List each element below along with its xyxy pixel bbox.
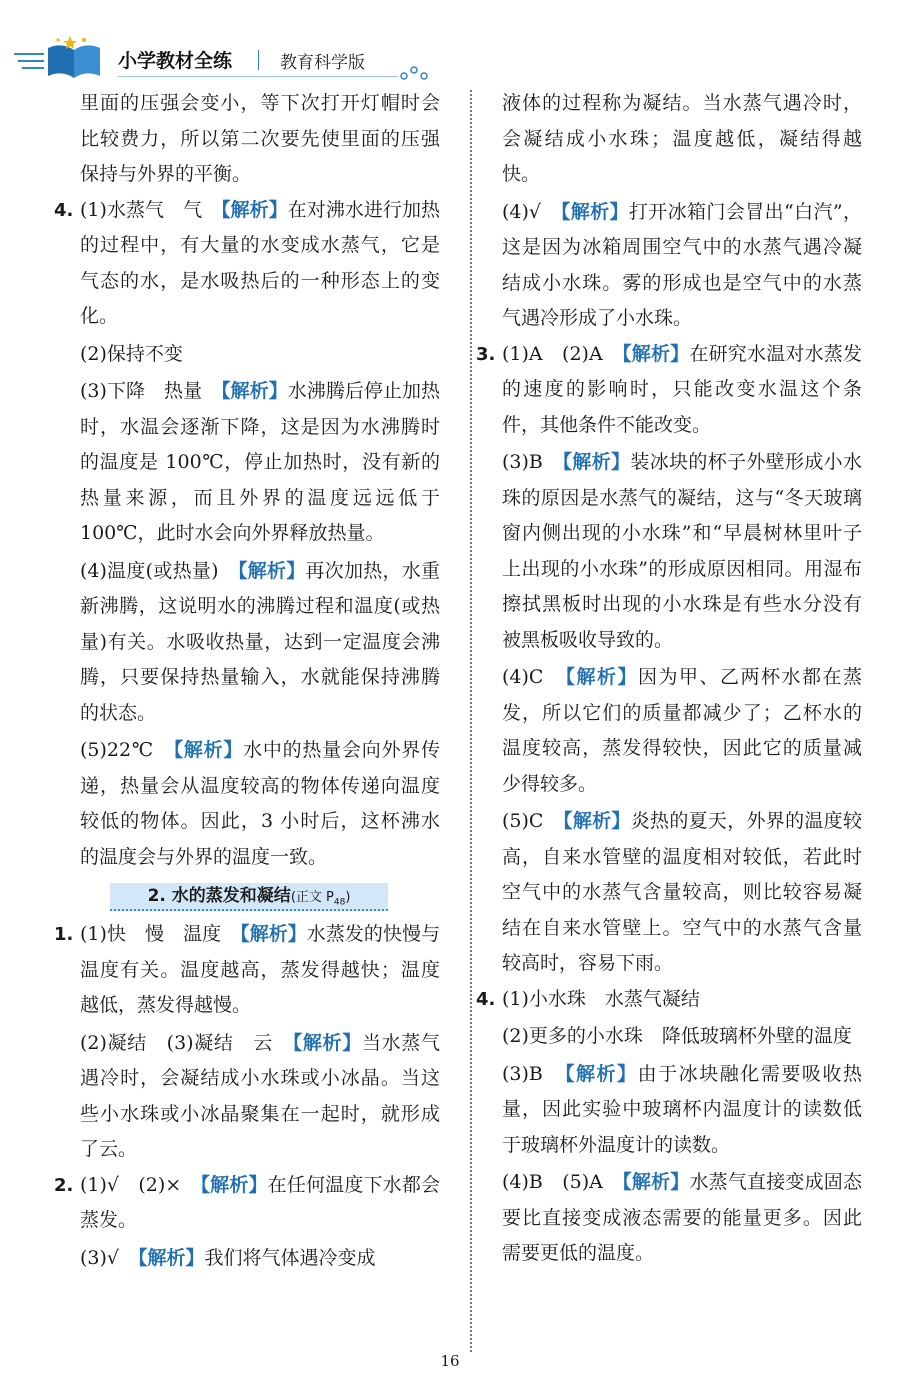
question-4 — [54, 193, 440, 876]
header-underline — [118, 76, 398, 77]
answer-line: (1)A (2)A 【解析】在研究水温对水蒸发的速度的影响时，只能改变水温这个条件，其他条件不能改变。 — [502, 342, 862, 436]
analysis-tag: 【解析】 — [564, 1062, 638, 1085]
answer-line: (2)更多的小水珠 降低玻璃杯外壁的温度 — [502, 1025, 852, 1047]
question-1 — [54, 917, 440, 1168]
analysis-tag: 【解析】 — [221, 198, 288, 221]
book-logo-icon — [14, 34, 106, 82]
analysis-tag: 【解析】 — [622, 1171, 690, 1193]
answer-line: (4)温度(或热量) 【解析】再次加热，水重新沸腾，这说明水的沸腾过程和温度(或热量)有关。水吸收热量，达到一定温度会沸腾，只要保持热量输入，水就能保持沸腾的状态。 — [80, 559, 440, 724]
edition-label: 教育科学版 — [280, 53, 365, 73]
answer-line: (5)22℃ 【解析】水中的热量会向外界传递，热量会从温度较高的物体传递向温度较低的物体。因此，3 小时后，这杯沸水的温度会与外界的温度一致。 — [80, 739, 440, 868]
section-ref: (正文 $P_{48}$) — [290, 890, 351, 908]
analysis-tag: 【解析】 — [563, 810, 631, 832]
answer-line: (3)√ 【解析】我们将气体遇冷变成 — [80, 1246, 376, 1269]
answer-line: (2)保持不变 — [80, 342, 183, 365]
answer-line: (1)快 慢 温度 【解析】水蒸发的快慢与温度有关。温度越高，蒸发得越快；温度越低，蒸发得越慢。 — [80, 923, 440, 1016]
analysis-tag: 【解析】 — [240, 923, 307, 945]
answer-line: (4)C 【解析】因为甲、乙两杯水都在蒸发，所以它们的质量都减少了；乙杯水的温度较高，蒸发得较快，因此它的质量减少得较多。 — [502, 666, 862, 795]
question-number: 1. — [54, 924, 74, 945]
left-column — [54, 86, 440, 1276]
answer-line: (1)√ (2)× 【解析】在任何温度下水都会蒸发。 — [80, 1173, 440, 1231]
analysis-tag: 【解析】 — [292, 1031, 362, 1054]
answer-line: (5)C 【解析】炎热的夏天，外界的温度较高，自来水管壁的温度相对较低，若此时空气中的水蒸气含量较高，则比较容易凝结在自来水管壁上。空气中的水蒸气含量较高时，容易下雨。 — [502, 810, 862, 974]
header-separator — [258, 50, 259, 70]
question-number: 4. — [476, 988, 496, 1010]
analysis-tag: 【解析】 — [237, 559, 306, 582]
analysis-tag: 【解析】 — [565, 666, 638, 688]
analysis-tag: 【解析】 — [221, 380, 288, 402]
continued-text: 液体的过程称为凝结。当水蒸气遇冷时，会凝结成小水珠；温度越低，凝结得越快。 — [502, 92, 862, 185]
answer-line: (4)√ 【解析】打开冰箱门会冒出“白汽”，这是因为冰箱周围空气中的水蒸气遇冷凝结成小水珠。雾的形成也是空气中的水蒸气遇冷形成了小水珠。 — [502, 200, 862, 329]
question-number: 2. — [54, 1174, 74, 1196]
analysis-tag: 【解析】 — [622, 342, 690, 365]
analysis-tag: 【解析】 — [562, 451, 631, 473]
answer-line: (1)小水珠 水蒸气凝结 — [502, 987, 700, 1010]
answer-line: (3)下降 热量 【解析】水沸腾后停止加热时，水温会逐渐下降，这是因为水沸腾时的温度是 100℃，停止加热时，没有新的热量来源，而且外界的温度远远低于 100℃，此时水会向外界释放热量。 — [80, 380, 440, 544]
answer-line: (3)B 【解析】由于冰块融化需要吸收热量，因此实验中玻璃杯内温度计的读数低于玻璃杯外温度计的读数。 — [502, 1062, 862, 1156]
answer-line: (1)水蒸气 气 【解析】在对沸水进行加热的过程中，有大量的水变成水蒸气，它是气态的水，是水吸热后的一种形态上的变化。 — [80, 198, 440, 327]
question-3 — [476, 337, 862, 982]
section-title: 2. 水的蒸发和凝结 — [147, 886, 291, 906]
question-number: 3. — [476, 343, 496, 365]
answer-line: (4)B (5)A 【解析】水蒸气直接变成固态要比直接变成液态需要的能量更多。因此需要更低的温度。 — [502, 1171, 862, 1264]
analysis-tag: 【解析】 — [173, 739, 244, 761]
intro-text: 里面的压强会变小，等下次打开灯帽时会比较费力，所以第二次要先使里面的压强保持与外界的平衡。 — [80, 92, 440, 185]
analysis-tag: 【解析】 — [560, 200, 629, 223]
column-divider — [470, 90, 472, 1352]
answer-line: (2)凝结 (3)凝结 云 【解析】当水蒸气遇冷时，会凝结成小水珠或小冰晶。当这些小水珠或小冰晶聚集在一起时，就形成了云。 — [80, 1031, 440, 1160]
right-column — [476, 86, 862, 1272]
question-number: 4. — [54, 199, 74, 221]
analysis-tag: 【解析】 — [200, 1173, 268, 1196]
section-heading — [110, 883, 388, 911]
analysis-tag: 【解析】 — [138, 1246, 205, 1269]
page-header — [0, 0, 900, 90]
decoration-icon — [398, 62, 432, 82]
answer-line: (3)B 【解析】装冰块的杯子外壁形成小水珠的原因是水蒸气的凝结，这与“冬天玻璃窗内侧出现的小水珠”和“早晨树林里叶子上出现的小水珠”的形成原因相同。用湿布擦拭黑板时出现的小水珠是有些水分没有被黑板吸收导致的。 — [502, 451, 862, 651]
question-4-right — [476, 982, 862, 1272]
question-2 — [54, 1168, 440, 1277]
page-number: 16 — [440, 1352, 460, 1370]
brand-title: 小学教材全练 — [118, 50, 233, 72]
